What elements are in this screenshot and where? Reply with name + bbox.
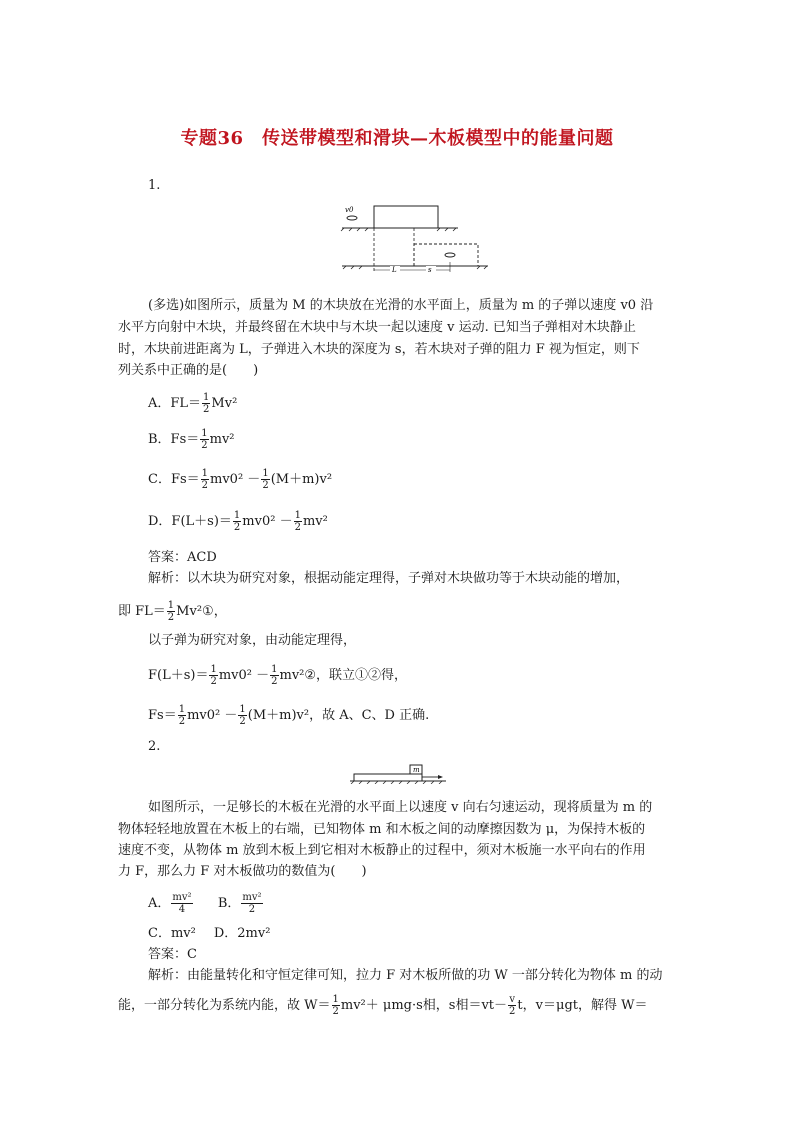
page-title: 专题36 传送带模型和滑块—木板模型中的能量问题: [180, 128, 614, 149]
q1-stem-line3: 时，木块前进距离为 L，子弹进入木块的深度为 s，若木块对子弹的阻力 F 视为恒定，则下: [118, 342, 640, 357]
option-d: D．F(L＋s)＝ $\frac{1}{2}$ mv0² － $\frac{1}{2}$ mv²: [148, 510, 328, 533]
option-c: C．Fs＝ $\frac{1}{2}$ mv0² － $\frac{1}{2}$ (M＋m)v²: [148, 468, 333, 491]
board: [354, 774, 422, 781]
question-number: 1.: [148, 178, 161, 193]
q2-analysis-line1: 解析：由能量转化和守恒定律可知，拉力 F 对木板所做的功 W 一部分转化为物体 m 的动: [148, 968, 663, 983]
q1-analysis-line1: 解析：以木块为研究对象，根据动能定理得，子弹对木块做功等于木块动能的增加，: [148, 571, 630, 586]
option-b: B．Fs＝ $\frac{1}{2}$ mv²: [148, 428, 235, 451]
q1-stem-line2: 水平方向射中木块，并最终留在木块中与木块一起以速度 v 运动. 已知当子弹相对木块静止: [118, 320, 636, 335]
question-number: 2.: [148, 739, 161, 754]
q2-stem-line2: 物体轻轻地放置在木板上的右端，已知物体 m 和木板之间的动摩擦因数为 μ，为保持木板的: [118, 822, 646, 837]
q2-options-cd: C．mv² D．2mv²: [148, 926, 271, 941]
v0-label: v0: [345, 206, 354, 214]
q1-analysis-eq3: Fs＝ $\frac{1}{2}$ mv0² － $\frac{1}{2}$ (M＋m)v²，故 A、C、D 正确.: [148, 704, 430, 727]
arrow-right-icon: [438, 775, 443, 779]
q1-stem-line1: (多选)如图所示，质量为 M 的木块放在光滑的水平面上，质量为 m 的子弹以速度 v0 沿: [148, 298, 654, 313]
L-label: L: [392, 266, 397, 272]
q1-analysis-eq2: F(L＋s)＝ $\frac{1}{2}$ mv0² － $\frac{1}{2}$ mv²②，联立①②得，: [148, 664, 408, 687]
q1-answer: 答案：ACD: [148, 550, 217, 565]
bullet-icon: [347, 216, 357, 220]
q1-analysis-line2: 以子弹为研究对象，由动能定理得，: [148, 633, 357, 648]
board-block-diagram: [348, 760, 448, 784]
s-label: s: [428, 266, 432, 272]
q2-options-ab: A． $\frac{\text{mv²}}{4}$ B． $\frac{\text{mv²}}{2}$: [148, 892, 262, 915]
q2-answer: 答案：C: [148, 947, 197, 962]
q1-analysis-eq1: 即 FL＝ $\frac{1}{2}$ Mv²①，: [118, 600, 227, 623]
q2-stem-line1: 如图所示，一足够长的木板在光滑的水平面上以速度 v 向右匀速运动，现将质量为 m 的: [148, 800, 653, 815]
option-a: A．FL＝ $\frac{1}{2}$ Mv²: [148, 392, 238, 415]
q2-stem-line3: 速度不变，从物体 m 放到木板上到它相对木板静止的过程中，须对木板施一水平向右的作用: [118, 843, 646, 858]
q2-stem-line4: 力 F，那么力 F 对木板做功的数值为( ): [118, 864, 367, 879]
m-label: m: [413, 766, 420, 774]
q2-analysis-line2: 能，一部分转化为系统内能，故 W＝ $\frac{1}{2}$ mv²＋ μmg·s相，s相＝vt－ $\frac{v}{2}$ t，v＝μgt，解得 W＝: [118, 994, 648, 1017]
q1-stem-line4: 列关系中正确的是( ): [118, 363, 259, 378]
bullet-block-diagram: [340, 200, 490, 272]
